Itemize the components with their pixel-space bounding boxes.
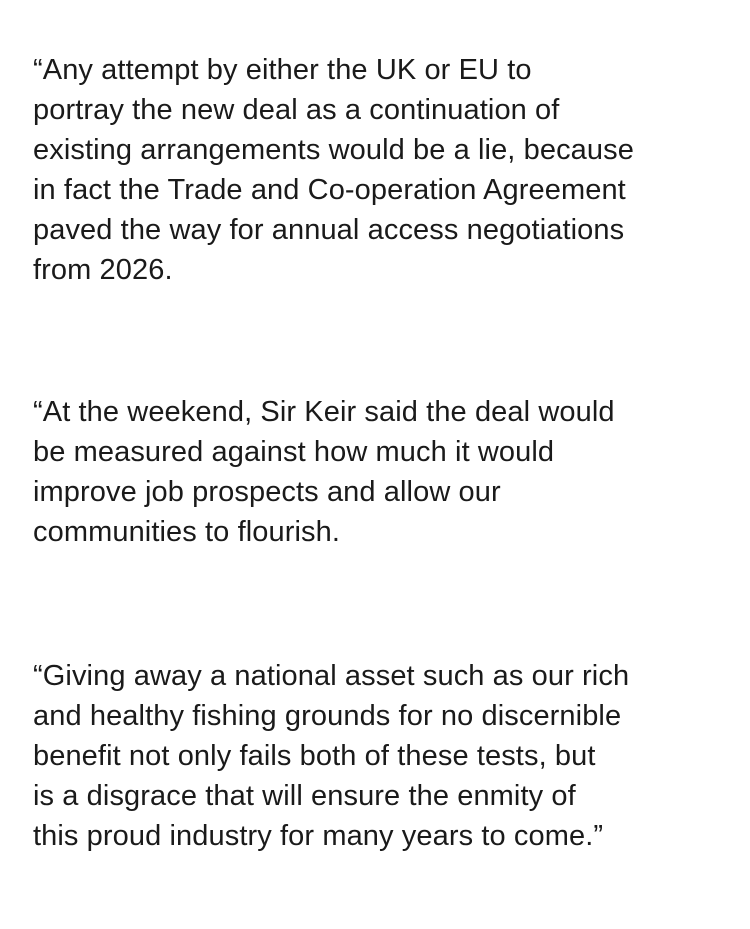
text-line: benefit not only fails both of these tests, but <box>33 740 596 772</box>
text-line: communities to flourish. <box>33 516 341 548</box>
quote-paragraph-2 <box>33 392 733 552</box>
text-line: in fact the Trade and Co-operation Agreement <box>33 174 626 206</box>
quote-paragraph-3 <box>33 656 733 856</box>
text-line: “Any attempt by either the UK or EU to <box>33 54 532 86</box>
text-line: be measured against how much it would <box>33 436 555 468</box>
text-line: “At the weekend, Sir Keir said the deal would <box>33 396 615 428</box>
text-line: this proud industry for many years to come.” <box>33 820 604 852</box>
quote-paragraph-1 <box>33 50 733 290</box>
text-line: “Giving away a national asset such as our rich <box>33 660 630 692</box>
text-line: improve job prospects and allow our <box>33 476 501 508</box>
text-line: from 2026. <box>33 254 173 286</box>
text-line: portray the new deal as a continuation of <box>33 94 560 126</box>
text-line: paved the way for annual access negotiations <box>33 214 625 246</box>
text-line: and healthy fishing grounds for no discernible <box>33 700 622 732</box>
text-line: is a disgrace that will ensure the enmity of <box>33 780 576 812</box>
text-line: existing arrangements would be a lie, because <box>33 134 634 166</box>
